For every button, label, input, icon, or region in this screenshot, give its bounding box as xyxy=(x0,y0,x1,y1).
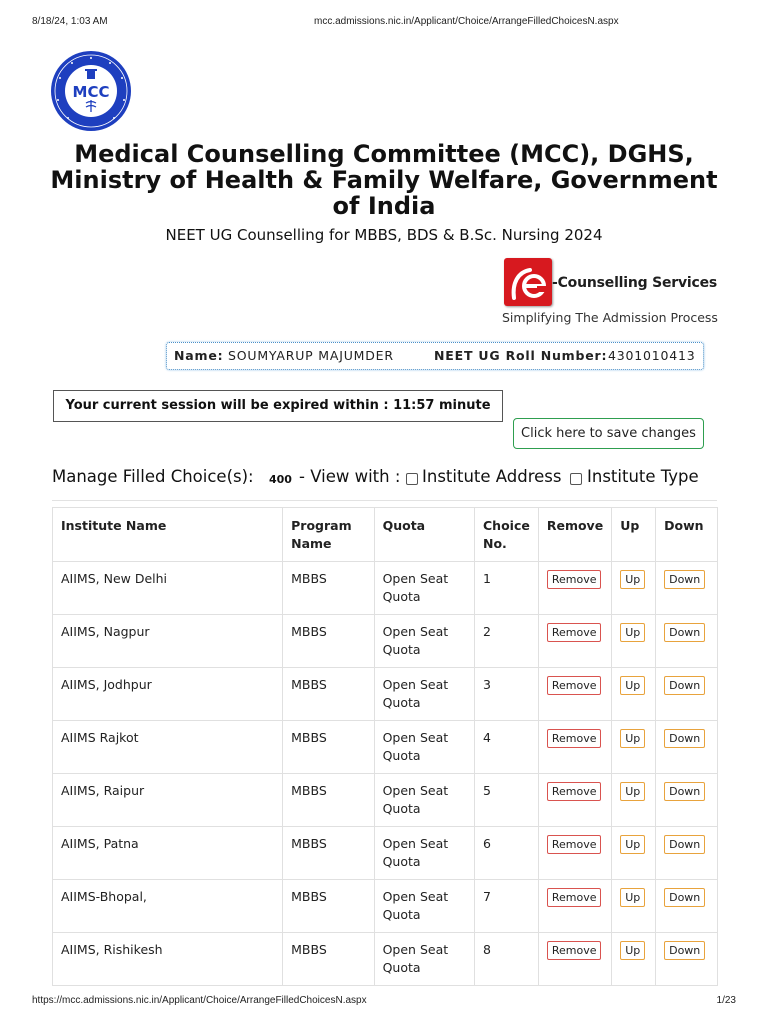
choice-no: 8 xyxy=(475,933,539,986)
table-row xyxy=(53,721,718,774)
mcc-emblem-icon xyxy=(50,50,132,132)
program-name: MBBS xyxy=(283,933,374,986)
name-label: Name: xyxy=(174,348,224,363)
remove-button[interactable]: Remove xyxy=(547,676,602,695)
e-counselling-tagline: Simplifying The Admission Process xyxy=(502,310,718,325)
header-quota: Quota xyxy=(374,508,474,562)
up-button[interactable]: Up xyxy=(620,623,645,642)
up-button[interactable]: Up xyxy=(620,941,645,960)
quota: Open Seat Quota xyxy=(374,880,474,933)
institute-name: AIIMS, Nagpur xyxy=(53,615,283,668)
print-footer xyxy=(32,995,736,1009)
manage-label: Manage Filled Choice(s): xyxy=(52,467,254,486)
remove-cell xyxy=(538,774,611,827)
choice-no: 5 xyxy=(475,774,539,827)
name-value: SOUMYARUP MAJUMDER xyxy=(228,348,394,363)
header-choice-no: Choice No. xyxy=(475,508,539,562)
page-title: Medical Counselling Committee (MCC), DGHS, Ministry of Health & Family Welfare, Government of India xyxy=(50,140,718,220)
remove-button[interactable]: Remove xyxy=(547,782,602,801)
quota: Open Seat Quota xyxy=(374,615,474,668)
program-name: MBBS xyxy=(283,562,374,615)
choice-no: 3 xyxy=(475,668,539,721)
remove-cell xyxy=(538,615,611,668)
choice-no: 4 xyxy=(475,721,539,774)
candidate-info xyxy=(166,342,704,370)
remove-button[interactable]: Remove xyxy=(547,570,602,589)
institute-name: AIIMS, Rishikesh xyxy=(53,933,283,986)
program-name: MBBS xyxy=(283,774,374,827)
up-cell xyxy=(612,880,656,933)
mcc-logo xyxy=(50,50,132,132)
down-button[interactable]: Down xyxy=(664,729,705,748)
up-cell xyxy=(612,721,656,774)
choice-no: 6 xyxy=(475,827,539,880)
up-cell xyxy=(612,933,656,986)
remove-cell xyxy=(538,827,611,880)
table-row xyxy=(53,827,718,880)
institute-name: AIIMS, Raipur xyxy=(53,774,283,827)
quota: Open Seat Quota xyxy=(374,933,474,986)
up-cell xyxy=(612,668,656,721)
quota: Open Seat Quota xyxy=(374,721,474,774)
up-cell xyxy=(612,827,656,880)
down-button[interactable]: Down xyxy=(664,835,705,854)
view-with-label: - View with : xyxy=(299,467,401,486)
institute-name: AIIMS, Patna xyxy=(53,827,283,880)
down-cell xyxy=(656,827,718,880)
down-cell xyxy=(656,721,718,774)
choices-table xyxy=(52,507,718,986)
choice-no: 1 xyxy=(475,562,539,615)
down-button[interactable]: Down xyxy=(664,782,705,801)
table-row xyxy=(53,933,718,986)
institute-type-label[interactable]: Institute Type xyxy=(587,467,699,486)
down-cell xyxy=(656,774,718,827)
choice-no: 7 xyxy=(475,880,539,933)
remove-cell xyxy=(538,721,611,774)
up-button[interactable]: Up xyxy=(620,782,645,801)
program-name: MBBS xyxy=(283,721,374,774)
divider xyxy=(52,500,717,501)
table-header-row xyxy=(53,508,718,562)
table-row xyxy=(53,774,718,827)
manage-choices-bar xyxy=(52,465,722,491)
session-timer: Your current session will be expired within : 11:57 minute xyxy=(53,390,503,422)
remove-button[interactable]: Remove xyxy=(547,623,602,642)
print-url: mcc.admissions.nic.in/Applicant/Choice/ArrangeFilledChoicesN.aspx xyxy=(314,16,619,27)
up-button[interactable]: Up xyxy=(620,729,645,748)
down-button[interactable]: Down xyxy=(664,888,705,907)
down-cell xyxy=(656,933,718,986)
institute-address-label[interactable]: Institute Address xyxy=(422,467,562,486)
remove-cell xyxy=(538,562,611,615)
save-changes-button[interactable]: Click here to save changes xyxy=(513,418,704,449)
remove-cell xyxy=(538,933,611,986)
institute-type-checkbox[interactable] xyxy=(570,473,582,485)
up-button[interactable]: Up xyxy=(620,570,645,589)
down-button[interactable]: Down xyxy=(664,570,705,589)
header-down: Down xyxy=(656,508,718,562)
table-row xyxy=(53,880,718,933)
print-datetime: 8/18/24, 1:03 AM xyxy=(32,16,108,27)
down-cell xyxy=(656,562,718,615)
up-button[interactable]: Up xyxy=(620,676,645,695)
down-button[interactable]: Down xyxy=(664,941,705,960)
up-cell xyxy=(612,562,656,615)
down-cell xyxy=(656,615,718,668)
program-name: MBBS xyxy=(283,615,374,668)
remove-button[interactable]: Remove xyxy=(547,835,602,854)
remove-button[interactable]: Remove xyxy=(547,941,602,960)
roll-number-label: NEET UG Roll Number: xyxy=(434,348,608,363)
program-name: MBBS xyxy=(283,668,374,721)
header-program-name: Program Name xyxy=(283,508,374,562)
remove-cell xyxy=(538,668,611,721)
header-institute-name: Institute Name xyxy=(53,508,283,562)
e-counselling-title: -Counselling Services xyxy=(552,275,718,291)
print-header xyxy=(32,16,736,30)
up-button[interactable]: Up xyxy=(620,835,645,854)
institute-name: AIIMS, Jodhpur xyxy=(53,668,283,721)
up-cell xyxy=(612,774,656,827)
quota: Open Seat Quota xyxy=(374,562,474,615)
footer-url: https://mcc.admissions.nic.in/Applicant/Choice/ArrangeFilledChoicesN.aspx xyxy=(32,995,367,1006)
institute-name: AIIMS-Bhopal, xyxy=(53,880,283,933)
table-row xyxy=(53,668,718,721)
logo-center-text: MCC xyxy=(72,83,110,101)
down-button[interactable]: Down xyxy=(664,676,705,695)
choice-count: 400 xyxy=(269,473,292,486)
program-name: MBBS xyxy=(283,880,374,933)
up-button[interactable]: Up xyxy=(620,888,645,907)
remove-button[interactable]: Remove xyxy=(547,729,602,748)
page-number: 1/23 xyxy=(716,995,736,1006)
down-cell xyxy=(656,668,718,721)
e-logo-icon xyxy=(504,258,552,306)
down-cell xyxy=(656,880,718,933)
up-cell xyxy=(612,615,656,668)
header-remove: Remove xyxy=(538,508,611,562)
roll-number-value: 4301010413 xyxy=(608,348,696,363)
program-name: MBBS xyxy=(283,827,374,880)
quota: Open Seat Quota xyxy=(374,774,474,827)
down-button[interactable]: Down xyxy=(664,623,705,642)
remove-button[interactable]: Remove xyxy=(547,888,602,907)
e-counselling-logo xyxy=(504,258,724,328)
institute-name: AIIMS, New Delhi xyxy=(53,562,283,615)
choice-no: 2 xyxy=(475,615,539,668)
quota: Open Seat Quota xyxy=(374,827,474,880)
header-up: Up xyxy=(612,508,656,562)
institute-address-checkbox[interactable] xyxy=(406,473,418,485)
quota: Open Seat Quota xyxy=(374,668,474,721)
page-subtitle: NEET UG Counselling for MBBS, BDS & B.Sc. Nursing 2024 xyxy=(165,226,603,244)
institute-name: AIIMS Rajkot xyxy=(53,721,283,774)
table-row xyxy=(53,562,718,615)
remove-cell xyxy=(538,880,611,933)
table-row xyxy=(53,615,718,668)
